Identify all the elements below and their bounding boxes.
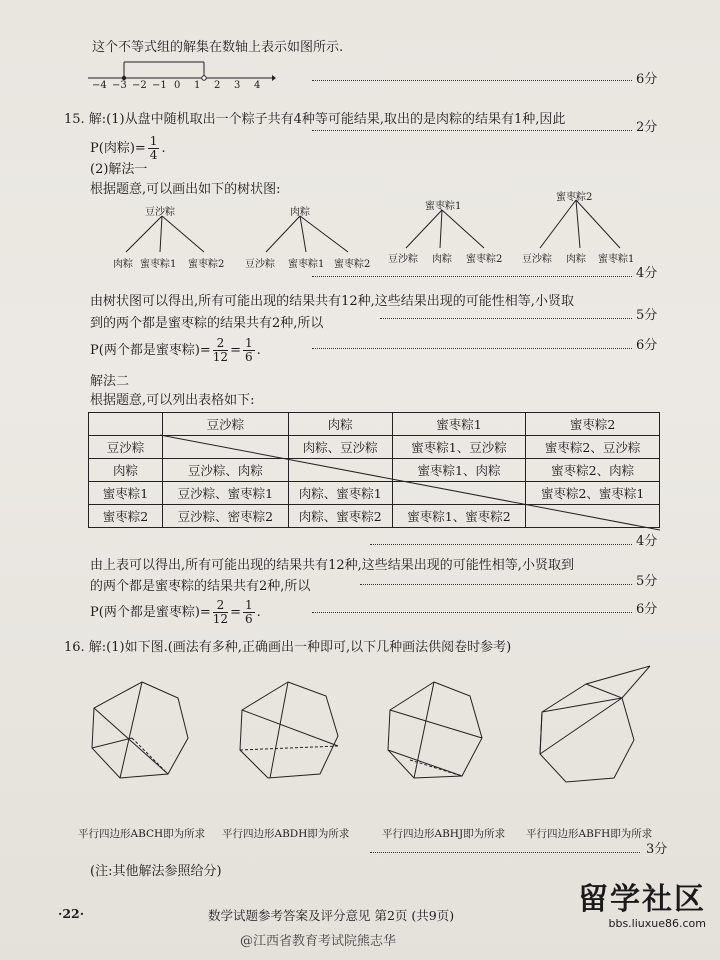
table-row-header: 豆沙粽	[89, 436, 163, 459]
table-cell: 蜜枣粽1、肉粽	[392, 459, 526, 482]
table-cell: 蜜枣粽1、豆沙粽	[392, 436, 526, 459]
prob-label: P(肉粽)=	[90, 141, 146, 156]
q15-prob3: P(两个都是蜜枣粽)= $\frac{2}{12}$ = $\frac{1}{6}$ .	[90, 598, 261, 626]
table-cell: 豆沙粽、密枣粽2	[163, 505, 289, 528]
table-header-cell: 豆沙粽	[163, 413, 289, 436]
score-leader	[312, 348, 632, 349]
table-header-cell: 蜜枣粽1	[392, 413, 526, 436]
q15-part2-label: (2)解法一	[90, 162, 148, 177]
tree-leaf: 蜜枣粽1	[288, 259, 325, 270]
tick-label: 4	[254, 80, 261, 91]
table-cell: 蜜枣粽2、肉粽	[526, 459, 660, 482]
tick-label: 2	[214, 80, 221, 91]
denominator: 12	[212, 612, 229, 626]
table-row-header: 蜜枣粽1	[89, 482, 163, 505]
tree-root: 豆沙粽	[145, 207, 175, 218]
fraction	[243, 599, 255, 626]
tree-leaf: 豆沙粽	[245, 259, 275, 270]
numerator: 1	[149, 134, 158, 148]
denominator: 12	[212, 350, 229, 364]
q15-prob1: P(肉粽)= $\frac{1}{4}$ .	[90, 134, 166, 162]
q15-table-intro: 根据题意,可以列出表格如下:	[90, 393, 255, 408]
brand-url: bbs.liuxue86.com	[608, 917, 706, 930]
prob-label: P(两个都是蜜枣粽)=	[90, 605, 211, 620]
table-cell: 蜜枣粽1、蜜枣粽2	[392, 505, 526, 528]
tree-leaf: 肉粽	[566, 254, 586, 265]
score-mark: 4分	[636, 534, 658, 549]
tree-leaf: 蜜枣粽1	[598, 254, 635, 265]
numerator: 2	[213, 337, 228, 351]
tree-leaf: 豆沙粽	[522, 254, 552, 265]
number-line-ticks	[86, 80, 276, 94]
intro-text: 这个不等式组的解集在数轴上表示如图所示.	[92, 40, 344, 55]
tick-label: 0	[174, 80, 181, 91]
tick-label: 3	[234, 80, 241, 91]
q15-table-text1: 由上表可以得出,所有可能出现的结果共有12种,这些结果出现的可能性相等,小贤取到	[90, 558, 574, 573]
figure-caption: 平行四边形ABDH即为所求	[222, 828, 350, 840]
tree-root: 蜜枣粽1	[425, 201, 462, 212]
table-cell: 豆沙粽、肉粽	[163, 459, 289, 482]
fraction	[148, 135, 160, 162]
table-cell: 蜜枣粽2、豆沙粽	[526, 436, 660, 459]
prob-label: P(两个都是蜜枣粽)=	[90, 343, 211, 358]
table-diagonal-line	[88, 412, 662, 532]
table-cell: 肉粽、豆沙粽	[288, 436, 392, 459]
q15-prob2: P(两个都是蜜枣粽)= $\frac{2}{12}$ = $\frac{1}{6}$ .	[90, 336, 261, 364]
tree-leaf: 蜜枣粽2	[188, 259, 225, 270]
tree-leaf: 蜜枣粽2	[334, 259, 371, 270]
tick-label: −2	[132, 80, 147, 91]
score-mark: 3分	[646, 842, 668, 857]
tree-leaf: 豆沙粽	[388, 254, 418, 265]
tree-leaf: 肉粽	[113, 259, 133, 270]
tick-label: 1	[194, 80, 201, 91]
tree-root: 肉粽	[290, 207, 310, 218]
heptagon-figures	[70, 664, 670, 824]
table-header-cell: 蜜枣粽2	[526, 413, 660, 436]
brand-logo	[578, 883, 706, 930]
score-leader	[370, 852, 640, 853]
score-leader	[370, 544, 632, 545]
table-cell: 肉粽、蜜枣粽2	[288, 505, 392, 528]
tree-root: 蜜枣粽2	[556, 192, 593, 203]
q15-method2-label: 解法二	[90, 374, 130, 389]
brand-name: 留学社区	[578, 882, 706, 917]
tree-leaf: 蜜枣粽1	[140, 259, 177, 270]
tick-label: −4	[92, 80, 107, 91]
tick-label: −3	[112, 80, 127, 91]
table-row-header: 蜜枣粽2	[89, 505, 163, 528]
denominator: 6	[244, 612, 253, 626]
table-cell: 蜜枣粽2、蜜枣粽1	[526, 482, 660, 505]
score-leader	[312, 612, 632, 613]
denominator: 6	[244, 350, 253, 364]
figure-caption: 平行四边形ABHJ即为所求	[382, 828, 506, 840]
table-row-header: 肉粽	[89, 459, 163, 482]
score-mark: 6分	[636, 338, 658, 353]
score-mark: 5分	[636, 574, 658, 589]
score-mark: 2分	[636, 120, 658, 135]
score-leader	[360, 584, 632, 585]
footer-title: 数学试题参考答案及评分意见 第2页 (共9页)	[208, 908, 455, 923]
fraction	[213, 599, 228, 626]
numerator: 2	[213, 599, 228, 613]
score-leader	[380, 318, 632, 319]
watermark-text: @江西省教育考试院熊志华	[240, 934, 397, 949]
q15-table-text2: 的两个都是蜜枣粽的结果共有2种,所以	[90, 579, 311, 594]
note-text: (注:其他解法参照给分)	[90, 864, 222, 879]
tick-label: −1	[152, 80, 167, 91]
q15-tree-text2: 到的两个都是蜜枣粽的结果共有2种,所以	[90, 316, 324, 331]
score-mark: 5分	[636, 308, 658, 323]
score-mark: 4分	[636, 266, 658, 281]
fraction	[243, 337, 255, 364]
score-leader	[312, 80, 632, 81]
q15-tree-text1: 由树状图可以得出,所有可能出现的结果共有12种,这些结果出现的可能性相等,小贤取	[90, 294, 574, 309]
score-leader	[312, 276, 632, 277]
figure-caption: 平行四边形ABCH即为所求	[78, 828, 206, 840]
page-number: ·22·	[58, 906, 85, 921]
tree-leaf: 蜜枣粽2	[466, 254, 503, 265]
score-mark: 6分	[636, 602, 658, 617]
tree-leaf: 肉粽	[432, 254, 452, 265]
q15-line1: 15. 解:(1)从盘中随机取出一个粽子共有4种等可能结果,取出的是肉粽的结果有1种,因此	[64, 112, 566, 127]
score-mark: 6分	[636, 72, 658, 87]
q15-tree-intro: 根据题意,可以画出如下的树状图:	[90, 182, 281, 197]
numerator: 1	[244, 598, 253, 612]
table-cell: 豆沙粽、蜜枣粽1	[163, 482, 289, 505]
table-header-cell: 肉粽	[288, 413, 392, 436]
fraction	[213, 337, 228, 364]
denominator: 4	[149, 148, 158, 162]
table-cell: 肉粽、蜜枣粽1	[288, 482, 392, 505]
score-leader	[312, 130, 632, 131]
numerator: 1	[244, 336, 253, 350]
figure-caption: 平行四边形ABFH即为所求	[526, 828, 653, 840]
q16-line: 16. 解:(1)如下图.(画法有多种,正确画出一种即可,以下几种画法供阅卷时参考)	[64, 640, 512, 655]
